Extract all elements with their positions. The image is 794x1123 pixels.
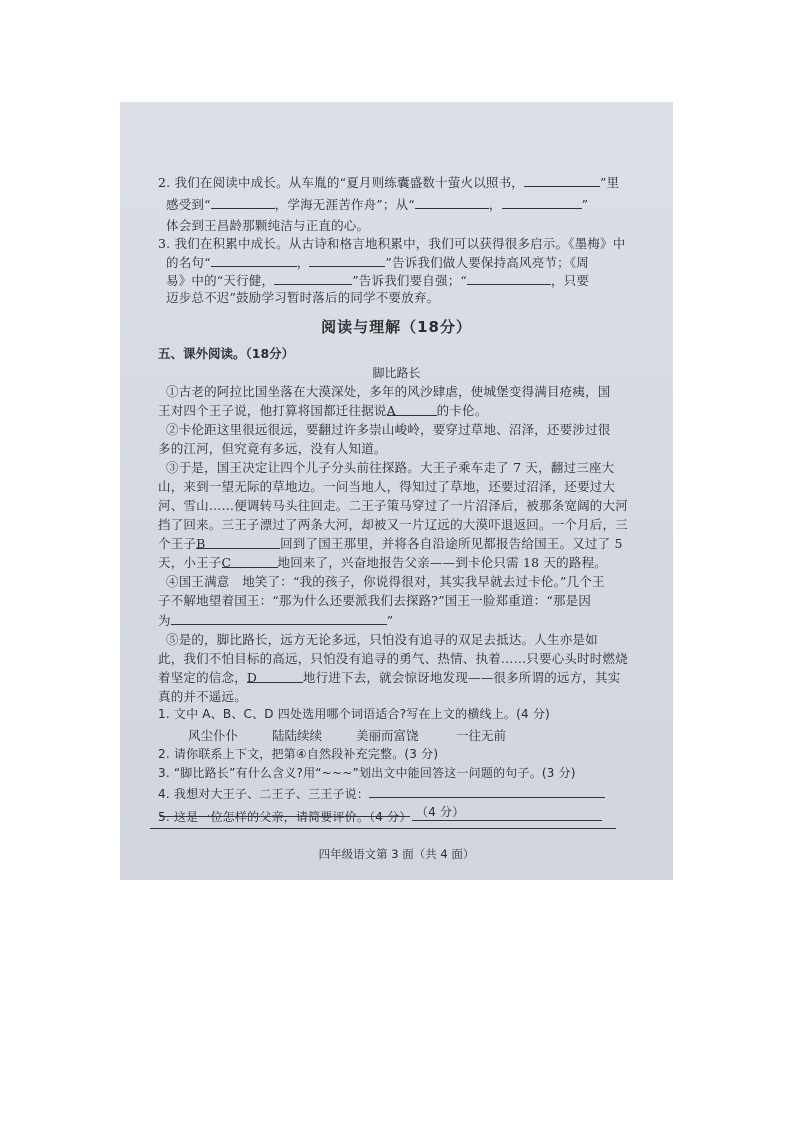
text: 的卡伦。 <box>436 403 488 418</box>
text: ” <box>581 197 589 212</box>
question-2-line-1 <box>158 174 619 191</box>
blank-marker: C <box>221 555 232 570</box>
story-line: 山，来到一望无际的草地边。一问当地人，得知过了草地，还要过沼泽，还要过大 <box>158 479 616 494</box>
story-line <box>158 403 487 419</box>
story-line: 河、雪山……便调转马头往回走。二王子策马穿过了一片沼泽后，被那条宽阔的大河 <box>158 498 628 513</box>
story-line: ①古老的阿拉比国坐落在大漠深处，多年的风沙肆虐，使城堡变得满目疮痍，国 <box>166 384 611 399</box>
answer-blank[interactable] <box>524 174 600 187</box>
question-3: 3. “脚比路长”有什么含义?用“~~~”划出文中能回答这一问题的句子。(3 分) <box>158 766 576 780</box>
text: ， <box>488 197 502 212</box>
text: 2. 我们在阅读中成长。从车胤的“夏月则练囊盛数十萤火以照书， <box>158 175 524 190</box>
answer-blank[interactable] <box>467 272 551 285</box>
blank-a[interactable] <box>387 403 437 416</box>
question-3-line-2 <box>166 254 589 271</box>
blank-d[interactable] <box>247 670 303 683</box>
question-4 <box>158 785 605 802</box>
question-1: 1. 文中 A、B、C、D 四处选用哪个词语适合?写在上文的横线上。(4 分) <box>158 707 550 721</box>
text: 地回来了，兴奋地报告父亲——到卡伦只需 18 天的路程。 <box>277 555 607 570</box>
story-line <box>158 612 393 629</box>
blank-c[interactable] <box>222 555 278 568</box>
question-4-score: （4 分） <box>416 805 465 819</box>
answer-line[interactable] <box>369 785 605 798</box>
paragraph-4-blank[interactable] <box>171 612 387 625</box>
text: 5. 这是一位怎样的父亲，请简要评价。（4 分） <box>158 810 412 824</box>
text: 着坚定的信念， <box>158 670 247 685</box>
text: 个王子 <box>158 536 197 551</box>
story-line: ②卡伦距这里很远很远，要翻过许多崇山峻岭，要穿过草地、沼泽，还要涉过很 <box>166 422 611 437</box>
option-2: 陆陆续续 <box>272 728 323 743</box>
option-4: 一往无前 <box>456 728 507 743</box>
story-line: 子不解地望着国王：“那为什么还要派我们去探路?”国王一脸郑重道：“那是因 <box>158 593 592 608</box>
story-line <box>158 670 620 686</box>
text: ，只要 <box>550 273 590 288</box>
story-line <box>158 536 623 552</box>
story-line: 多的江河，但究竟有多远，没有人知道。 <box>158 441 387 456</box>
story-line: 此，我们不怕目标的高远，只怕没有追寻的勇气、热情、执着……只要心头时时燃烧 <box>158 651 628 666</box>
text: 回到了国王那里，并将各自沿途所见都报告给国王。又过了 5 <box>280 536 623 551</box>
blank-marker: B <box>196 536 206 551</box>
answer-blank[interactable] <box>502 196 582 209</box>
question-2: 2. 请你联系上下文，把第④自然段补充完整。(3 分) <box>158 747 439 761</box>
option-3: 美丽而富饶 <box>356 728 419 743</box>
story-line <box>158 555 607 571</box>
answer-blank[interactable] <box>309 254 385 267</box>
story-line: ④国王满意 地笑了：“我的孩子，你说得很对，其实我早就去过卡伦。”几个王 <box>166 574 605 589</box>
answer-blank[interactable] <box>211 254 297 267</box>
question-2-line-3: 体会到王昌龄那颗纯洁与正直的心。 <box>166 218 370 233</box>
answer-line[interactable] <box>150 828 616 829</box>
text: 易》中的“天行健， <box>166 273 275 288</box>
text: 的名句“ <box>166 255 211 270</box>
reading-question-heading: 五、课外阅读。（18分） <box>158 346 295 361</box>
story-line: ③于是，国王决定让四个儿子分头前往探路。大王子乘车走了 7 天，翻过三座大 <box>166 460 615 475</box>
text: 天，小王子 <box>158 555 222 570</box>
text: ”告诉我们要自强；“ <box>352 273 467 288</box>
text: ， <box>296 255 310 270</box>
option-1: 风尘仆仆 <box>188 728 239 743</box>
text: ”告诉我们做人要保持高风亮节；《周 <box>385 255 589 270</box>
blank-b[interactable] <box>196 536 280 549</box>
story-line: 挡了回来。三王子漂过了两条大河，却被又一片辽远的大漠吓退返回。一个月后，三 <box>158 517 628 532</box>
question-3-line-3 <box>166 272 589 289</box>
section-title: 阅读与理解（18分） <box>321 318 472 336</box>
answer-blank[interactable] <box>274 272 352 285</box>
answer-line[interactable] <box>412 808 602 821</box>
text: 地行进下去，就会惊讶地发现——很多所谓的远方，其实 <box>302 670 621 685</box>
blank-marker: D <box>246 670 258 685</box>
exam-page <box>120 102 673 880</box>
story-line: 真的并不遥远。 <box>158 689 247 704</box>
text: ，学海无涯苦作舟”；从“ <box>274 197 415 212</box>
text: 感受到“ <box>166 197 211 212</box>
text: ”里 <box>600 175 620 190</box>
page-footer: 四年级语文第 3 面（共 4 面） <box>318 847 475 861</box>
question-5 <box>158 808 602 825</box>
story-line: ⑤是的，脚比路长，远方无论多远，只怕没有追寻的双足去抵达。人生亦是如 <box>166 632 598 647</box>
text: 4. 我想对大王子、二王子、三王子说： <box>158 787 370 801</box>
answer-blank[interactable] <box>211 196 275 209</box>
story-title: 脚比路长 <box>372 366 421 380</box>
blank-marker: A <box>386 403 396 418</box>
text: ” <box>386 613 394 628</box>
text: 为 <box>158 613 171 628</box>
question-2-line-2 <box>166 196 588 213</box>
answer-blank[interactable] <box>415 196 489 209</box>
text: 王对四个王子说，他打算将国都迁往据说 <box>158 403 387 418</box>
question-3-line-4: 迈步总不迟”鼓励学习暂时落后的同学不要放弃。 <box>166 290 440 305</box>
question-3-line-1: 3. 我们在积累中成长。从古诗和格言地积累中，我们可以获得很多启示。《墨梅》中 <box>158 236 626 251</box>
